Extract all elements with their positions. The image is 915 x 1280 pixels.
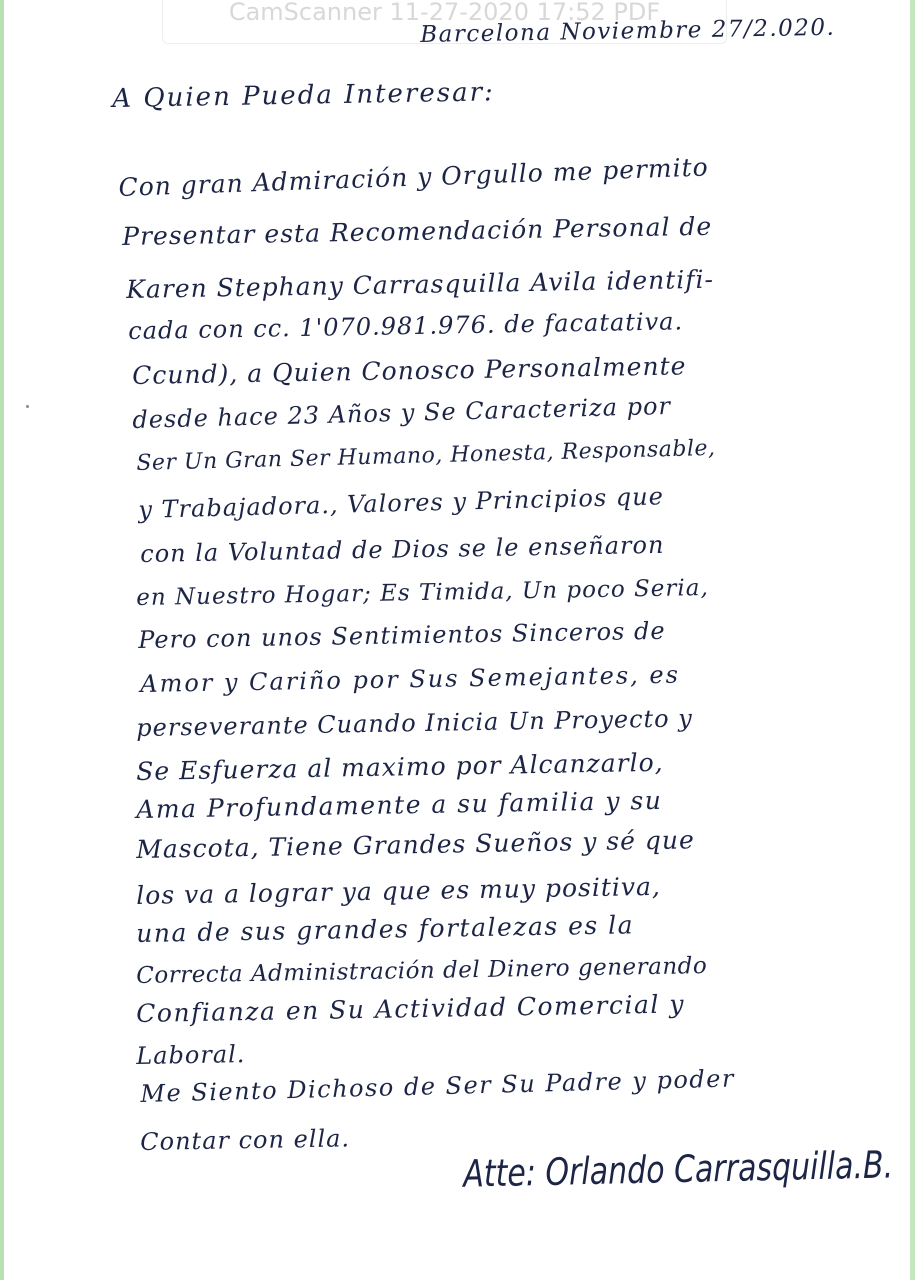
body-line-2: Presentar esta Recomendación Personal de	[122, 211, 713, 251]
body-line-8: y Trabajadora., Valores y Principios que	[138, 482, 665, 524]
body-line-18: una de sus grandes fortalezas es la	[136, 910, 635, 948]
salutation: A Quien Pueda Interesar:	[112, 77, 496, 114]
body-line-4: cada con cc. 1'070.981.976. de facatativa.	[128, 307, 684, 345]
body-line-12: Amor y Cariño por Sus Semejantes, es	[140, 660, 681, 698]
body-line-21: Laboral.	[136, 1040, 246, 1070]
body-line-22: Me Siento Dichoso de Ser Su Padre y poder	[140, 1064, 736, 1108]
body-line-17: los va a lograr ya que es muy positiva,	[136, 871, 662, 910]
body-line-10: en Nuestro Hogar; Es Timida, Un poco Seria,	[136, 575, 709, 611]
paper-edge-right	[910, 0, 915, 1280]
body-line-11: Pero con unos Sentimientos Sinceros de	[138, 616, 666, 654]
body-line-16: Mascota, Tiene Grandes Sueños y sé que	[136, 825, 695, 864]
body-line-23: Contar con ella.	[140, 1124, 351, 1156]
body-line-20: Confianza en Su Actividad Comercial y	[136, 989, 686, 1028]
body-line-13: perseverante Cuando Inicia Un Proyecto y	[136, 704, 694, 742]
body-line-1: Con gran Admiración y Orgullo me permito	[118, 152, 710, 202]
place-date: Barcelona Noviembre 27/2.020.	[420, 14, 836, 48]
signature: Atte: Orlando Carrasquilla.B.	[463, 1143, 894, 1197]
body-line-15: Ama Profundamente a su familia y su	[136, 785, 663, 824]
margin-mark	[26, 405, 29, 408]
paper-edge-left	[0, 0, 4, 1280]
scanner-watermark: CamScanner 11-27-2020 17:52 PDF	[162, 0, 727, 44]
body-line-9: con la Voluntad de Dios se le enseñaron	[140, 530, 665, 568]
body-line-19: Correcta Administración del Dinero generando	[136, 953, 708, 989]
body-line-3: Karen Stephany Carrasquilla Avila identifi-	[126, 264, 715, 304]
body-line-5: Ccund), a Quien Conosco Personalmente	[132, 351, 687, 390]
body-line-14: Se Esfuerza al maximo por Alcanzarlo,	[136, 747, 664, 786]
body-line-6: desde hace 23 Años y Se Caracteriza por	[132, 391, 672, 434]
body-line-7: Ser Un Gran Ser Humano, Honesta, Responsable,	[136, 435, 716, 476]
